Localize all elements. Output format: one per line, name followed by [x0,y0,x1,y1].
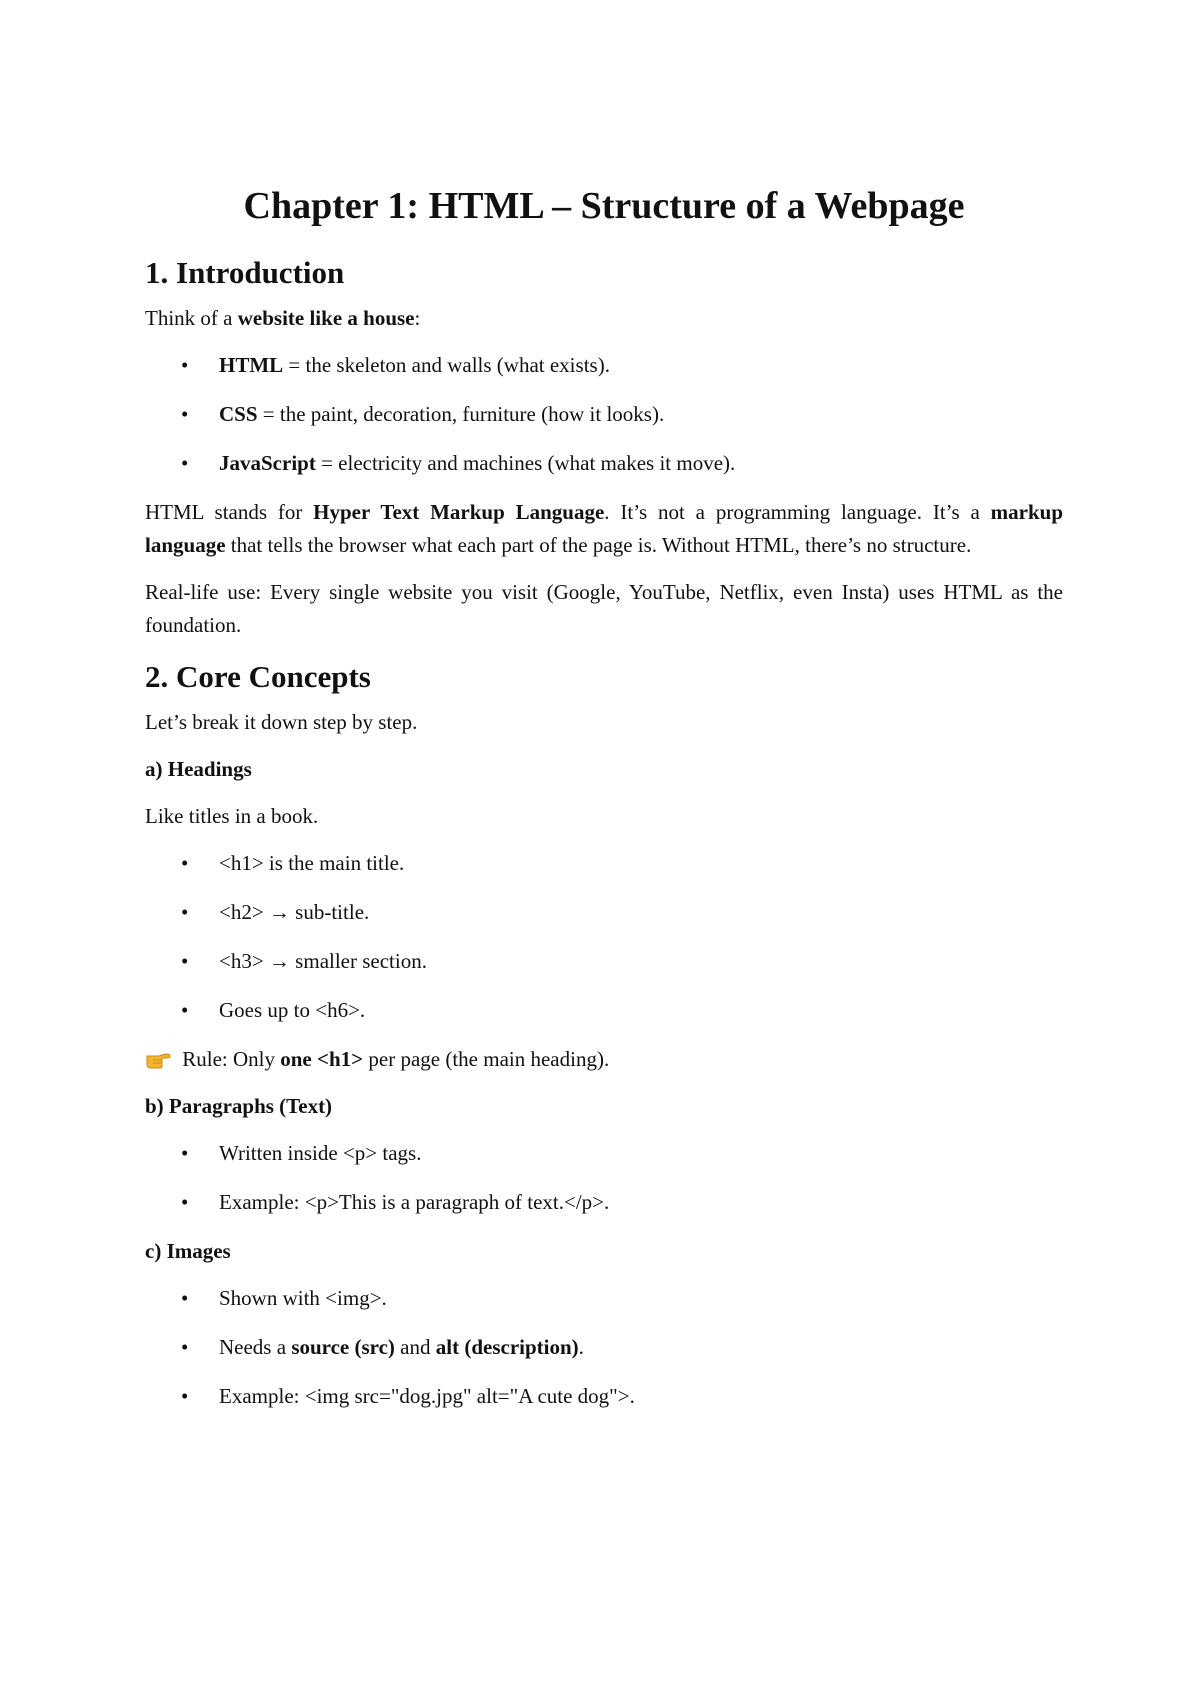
text: Rule: Only [177,1047,281,1071]
list-item [145,945,1063,978]
section-heading-core-concepts: 2. Core Concepts [145,659,371,694]
definition: = the skeleton and walls (what exists). [283,353,610,377]
list-text: Needs a [219,1335,292,1359]
list-text: <h1> is the main title. [219,851,405,875]
list-text: <h3> → smaller section. [219,949,427,973]
intro-lead-colon: : [414,306,421,330]
list-item [145,447,1063,480]
headings-list [145,847,1063,1027]
bullet-icon: • [181,1286,189,1310]
text: HTML stands for [145,500,314,524]
bullet-icon: • [181,851,189,875]
bullet-icon: • [181,402,189,426]
list-text: Shown with <img>. [219,1286,387,1310]
intro-paragraph-real-life: Real-life use: Every single website you visit (Google, YouTube, Netflix, even Insta) uses HTML as the foundation. [145,580,1063,637]
bullet-icon: • [181,900,189,924]
pointing-hand-icon [145,1047,171,1069]
intro-lead-bold: website like a house [237,306,415,330]
bold-text: one <h1> [280,1047,364,1071]
list-item [145,1380,1063,1413]
bullet-icon: • [181,949,189,973]
images-list [145,1282,1063,1413]
bullet-icon: • [181,1335,189,1359]
document-page [145,180,1063,1429]
subheading-paragraphs: b) Paragraphs (Text) [145,1094,333,1118]
list-item [145,896,1063,929]
list-text: Example: <img src="dog.jpg" alt="A cute dog">. [219,1384,635,1408]
section-heading-introduction: 1. Introduction [145,255,345,290]
list-item [145,847,1063,880]
bullet-icon: • [181,451,189,475]
term: JavaScript [219,451,316,475]
list-item [145,349,1063,382]
intro-list [145,349,1063,480]
subheading-headings: a) Headings [145,757,252,781]
list-text: and [394,1335,436,1359]
bold-text: markup language [145,500,1063,557]
bold-text: Hyper Text Markup Language [313,500,605,524]
headings-lead: Like titles in a book. [145,804,319,828]
paragraphs-list [145,1137,1063,1219]
list-text: . [578,1335,584,1359]
list-item [145,1331,1063,1364]
text: that tells the browser what each part of the page is. Without HTML, there’s no structure. [225,533,972,557]
bullet-icon: • [181,1141,189,1165]
list-item [145,1137,1063,1170]
text: . It’s not a programming language. It’s a [604,500,991,524]
intro-lead-text: Think of a [145,306,238,330]
intro-paragraph-html [145,496,1063,562]
page-title: Chapter 1: HTML – Structure of a Webpage [243,185,965,227]
list-item [145,398,1063,431]
intro-lead [145,302,1063,335]
list-text: Written inside <p> tags. [219,1141,422,1165]
list-item [145,994,1063,1027]
term: CSS [219,402,258,426]
list-item [145,1282,1063,1315]
list-text: Goes up to <h6>. [219,998,366,1022]
bullet-icon: • [181,998,189,1022]
bold-text: source (src) [291,1335,395,1359]
list-text: <h2> → sub-title. [219,900,370,924]
bullet-icon: • [181,1384,189,1408]
list-text: Example: <p>This is a paragraph of text.</p>. [219,1190,610,1214]
subheading-images: c) Images [145,1239,231,1263]
definition: = the paint, decoration, furniture (how it looks). [257,402,665,426]
list-item [145,1186,1063,1219]
bullet-icon: • [181,1190,189,1214]
term: HTML [219,353,284,377]
text: per page (the main heading). [363,1047,610,1071]
definition: = electricity and machines (what makes it move). [315,451,736,475]
bullet-icon: • [181,353,189,377]
bold-text: alt (description) [435,1335,579,1359]
headings-rule [145,1043,1063,1076]
core-lead: Let’s break it down step by step. [145,710,418,734]
